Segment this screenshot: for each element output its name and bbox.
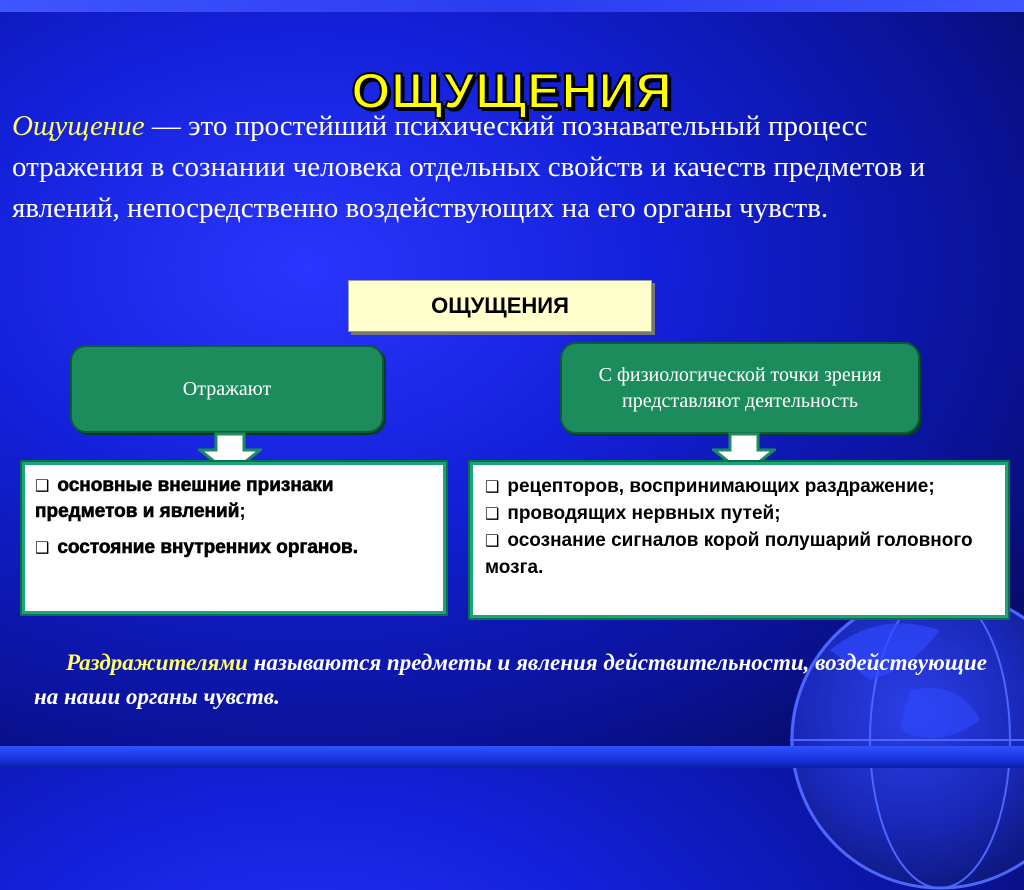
list-item: [35, 473, 433, 525]
definition-text: [12, 106, 972, 229]
right-list: [470, 462, 1008, 618]
footer-text: [34, 646, 1004, 714]
list-item: [485, 527, 993, 581]
checkbox-bullet-icon: ❑: [35, 538, 50, 557]
definition-body: — это простейший психический познавательный процесс отражения в сознании человека отдельных свойств и качеств предметов и явлений, непосредственно воздействующих на его органы чувств.: [12, 110, 926, 224]
list-item-text: основные внешние признаки предметов и явлений: [35, 475, 334, 522]
list-item: [485, 500, 993, 527]
checkbox-bullet-icon: ❑: [485, 477, 500, 496]
footer-term: Раздражителями: [66, 650, 248, 675]
page-title: ОЩУЩЕНИЯ: [351, 63, 673, 119]
top-bar: [0, 0, 1024, 12]
diagram-header: ОЩУЩЕНИЯ: [348, 280, 652, 332]
footer-body: называются предметы и явления действительности, воздействующие на наши органы чувств.: [34, 650, 987, 709]
checkbox-bullet-icon: ❑: [485, 531, 500, 550]
definition-term: Ощущение: [12, 110, 145, 142]
checkbox-bullet-icon: ❑: [485, 504, 500, 523]
list-item-text: рецепторов, воспринимающих раздражение;: [507, 476, 935, 497]
list-item-text: состояние внутренних органов.: [57, 537, 358, 558]
list-item-suffix: ;: [239, 501, 246, 522]
globe-icon: [790, 590, 1024, 890]
left-list: [22, 462, 446, 614]
left-category-box: Отражают: [70, 345, 384, 433]
list-item-text: осознание сигналов корой полушарий головного мозга.: [485, 530, 973, 578]
right-category-box: С физиологической точки зрения представляют деятельность: [560, 342, 920, 434]
checkbox-bullet-icon: ❑: [35, 476, 50, 495]
list-item: [485, 473, 993, 500]
list-item: [35, 535, 433, 561]
list-item-text: проводящих нервных путей;: [507, 503, 781, 524]
bottom-bar: [0, 746, 1024, 768]
